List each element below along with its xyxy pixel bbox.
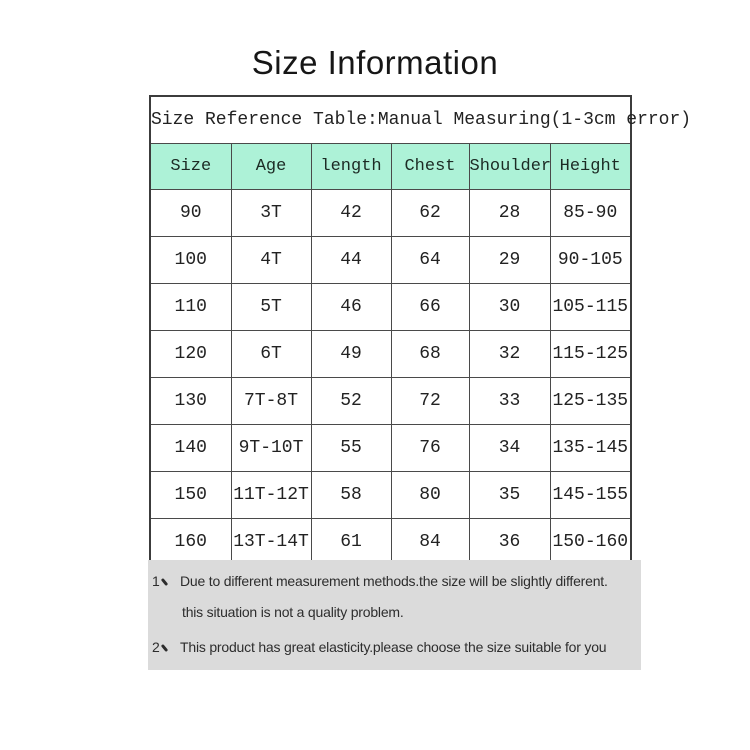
table-cell: 61 xyxy=(311,519,391,567)
table-cell: 33 xyxy=(469,378,550,425)
table-cell: 11T-12T xyxy=(231,472,311,519)
table-cell: 68 xyxy=(391,331,469,378)
note-marker-1 xyxy=(148,573,176,589)
table-cell: 84 xyxy=(391,519,469,567)
table-cell: 90-105 xyxy=(550,237,631,284)
table-cell: 105-115 xyxy=(550,284,631,331)
table-cell: 49 xyxy=(311,331,391,378)
table-cell: 160 xyxy=(150,519,231,567)
table-row xyxy=(150,472,631,519)
header-row xyxy=(150,144,631,190)
caption-row xyxy=(150,96,631,144)
table-row xyxy=(150,519,631,567)
table-cell: 145-155 xyxy=(550,472,631,519)
table-cell: 13T-14T xyxy=(231,519,311,567)
table-cell: 80 xyxy=(391,472,469,519)
table-cell: 42 xyxy=(311,190,391,237)
table-cell: 115-125 xyxy=(550,331,631,378)
table-cell: 66 xyxy=(391,284,469,331)
column-header: length xyxy=(311,144,391,190)
column-header: Size xyxy=(150,144,231,190)
table-cell: 34 xyxy=(469,425,550,472)
column-header: Height xyxy=(550,144,631,190)
table-cell: 100 xyxy=(150,237,231,284)
note-item-1 xyxy=(148,565,641,596)
table-cell: 4T xyxy=(231,237,311,284)
note-text: this situation is not a quality problem. xyxy=(182,603,404,620)
table-cell: 32 xyxy=(469,331,550,378)
table-row xyxy=(150,190,631,237)
table-cell: 90 xyxy=(150,190,231,237)
table-body xyxy=(150,190,631,567)
table-cell: 29 xyxy=(469,237,550,284)
note-number: 2 xyxy=(152,638,160,655)
column-header: Chest xyxy=(391,144,469,190)
table-row xyxy=(150,237,631,284)
table-cell: 150-160 xyxy=(550,519,631,567)
table-cell: 62 xyxy=(391,190,469,237)
table-cell: 3T xyxy=(231,190,311,237)
table-cell: 140 xyxy=(150,425,231,472)
notes-panel xyxy=(148,560,641,670)
table-cell: 150 xyxy=(150,472,231,519)
note-marker-2 xyxy=(148,639,176,655)
note-item-2 xyxy=(148,631,641,662)
note-text: This product has great elasticity.please choose the size suitable for you xyxy=(180,638,607,655)
table-row xyxy=(150,331,631,378)
note-text: Due to different measurement methods.the size will be slightly different. xyxy=(180,572,608,589)
table-cell: 76 xyxy=(391,425,469,472)
size-table xyxy=(149,95,692,567)
table-cell: 30 xyxy=(469,284,550,331)
page-title: Size Information xyxy=(251,44,499,81)
table-caption: Size Reference Table:Manual Measuring(1-3cm error) xyxy=(150,96,631,144)
table-cell: 135-145 xyxy=(550,425,631,472)
table-cell: 46 xyxy=(311,284,391,331)
table-cell: 9T-10T xyxy=(231,425,311,472)
note-item-1-continued xyxy=(148,596,641,627)
column-header: Shoulder xyxy=(469,144,550,190)
table-cell: 5T xyxy=(231,284,311,331)
table-cell: 36 xyxy=(469,519,550,567)
enumeration-comma-icon xyxy=(161,578,168,586)
table-row xyxy=(150,425,631,472)
table-cell: 35 xyxy=(469,472,550,519)
table-cell: 130 xyxy=(150,378,231,425)
enumeration-comma-icon xyxy=(161,644,168,652)
table-cell: 44 xyxy=(311,237,391,284)
note-number: 1 xyxy=(152,572,160,589)
table-cell: 58 xyxy=(311,472,391,519)
table-cell: 125-135 xyxy=(550,378,631,425)
column-header: Age xyxy=(231,144,311,190)
table-cell: 28 xyxy=(469,190,550,237)
table-cell: 52 xyxy=(311,378,391,425)
table-cell: 64 xyxy=(391,237,469,284)
table-cell: 72 xyxy=(391,378,469,425)
table-cell: 55 xyxy=(311,425,391,472)
table-cell: 7T-8T xyxy=(231,378,311,425)
table-row xyxy=(150,378,631,425)
table-row xyxy=(150,284,631,331)
table-cell: 120 xyxy=(150,331,231,378)
table-cell: 6T xyxy=(231,331,311,378)
table-cell: 85-90 xyxy=(550,190,631,237)
table-cell: 110 xyxy=(150,284,231,331)
